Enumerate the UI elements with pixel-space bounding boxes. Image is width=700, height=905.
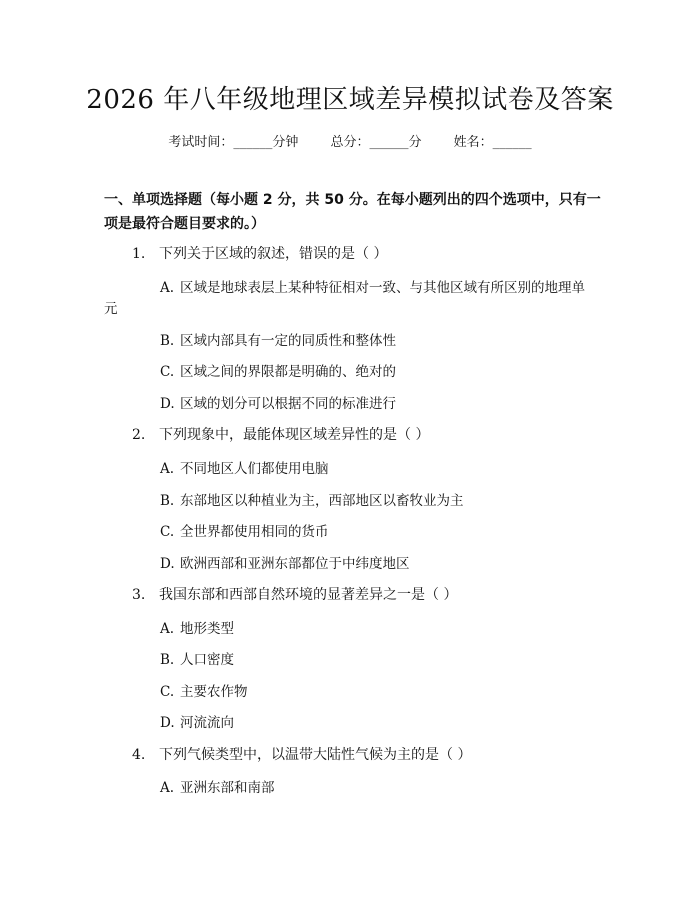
question-number: 4. (132, 747, 146, 763)
option-text: 不同地区人们都使用电脑 (180, 461, 329, 477)
question-1 (132, 243, 387, 263)
option-letter: B. (160, 652, 175, 668)
option-letter: B. (160, 333, 175, 349)
option-letter: A. (160, 780, 175, 796)
option-letter: A. (160, 461, 175, 477)
option-text: 主要农作物 (180, 684, 248, 700)
option-letter: A. (160, 621, 175, 637)
q3-option-a (160, 617, 234, 637)
option-text: 河流流向 (180, 715, 234, 731)
question-4 (132, 744, 471, 764)
option-text: 欧洲西部和亚洲东部都位于中纬度地区 (180, 556, 410, 572)
question-2 (132, 424, 429, 444)
option-letter: D. (160, 556, 175, 572)
option-letter: B. (160, 493, 175, 509)
option-text: 区域是地球表层上某种特征相对一致、与其他区域有所区别的地理单 (180, 280, 585, 296)
q2-option-d (160, 552, 410, 572)
q1-option-c (160, 360, 396, 380)
option-text: 区域之间的界限都是明确的、绝对的 (180, 364, 396, 380)
section-heading: 一、单项选择题（每小题 2 分，共 50 分。在每小题列出的四个选项中，只有一项是最符合题目要求的。） (104, 192, 601, 232)
question-number: 2. (132, 427, 146, 443)
question-number: 1. (132, 246, 146, 262)
q3-option-d (160, 711, 234, 731)
q2-option-b (160, 489, 464, 509)
option-text: 全世界都使用相同的货币 (180, 524, 329, 540)
question-3 (132, 584, 457, 604)
option-letter: C. (160, 524, 175, 540)
option-text: 亚洲东部和南部 (180, 780, 275, 796)
option-text: 区域内部具有一定的同质性和整体性 (180, 333, 396, 349)
exam-time: 考试时间：______分钟 (168, 135, 299, 150)
question-text: 我国东部和西部自然环境的显著差异之一是（ ） (159, 587, 458, 603)
q3-option-c (160, 680, 248, 700)
q2-option-a (160, 457, 329, 477)
exam-name: 姓名：______ (453, 135, 532, 150)
option-letter: A. (160, 280, 175, 296)
q1-option-d (160, 392, 396, 412)
option-letter: D. (160, 396, 175, 412)
exam-info (0, 131, 700, 150)
question-text: 下列关于区域的叙述，错误的是（ ） (159, 246, 388, 262)
page-title: 2026 年八年级地理区域差异模拟试卷及答案 (86, 85, 614, 115)
q3-option-b (160, 648, 234, 668)
question-text: 下列现象中，最能体现区域差异性的是（ ） (159, 427, 430, 443)
q1-option-b (160, 329, 396, 349)
option-text: 东部地区以种植业为主，西部地区以畜牧业为主 (180, 493, 464, 509)
q1-option-a (160, 276, 585, 296)
option-text: 区域的划分可以根据不同的标准进行 (180, 396, 396, 412)
q4-option-a (160, 776, 275, 796)
option-text: 人口密度 (180, 652, 234, 668)
question-number: 3. (132, 587, 146, 603)
option-letter: C. (160, 684, 175, 700)
q1-option-a-continued: 元 (104, 301, 118, 317)
exam-score: 总分：______分 (330, 135, 422, 150)
option-text: 地形类型 (180, 621, 234, 637)
option-letter: C. (160, 364, 175, 380)
q2-option-c (160, 520, 329, 540)
question-text: 下列气候类型中，以温带大陆性气候为主的是（ ） (159, 747, 472, 763)
option-letter: D. (160, 715, 175, 731)
